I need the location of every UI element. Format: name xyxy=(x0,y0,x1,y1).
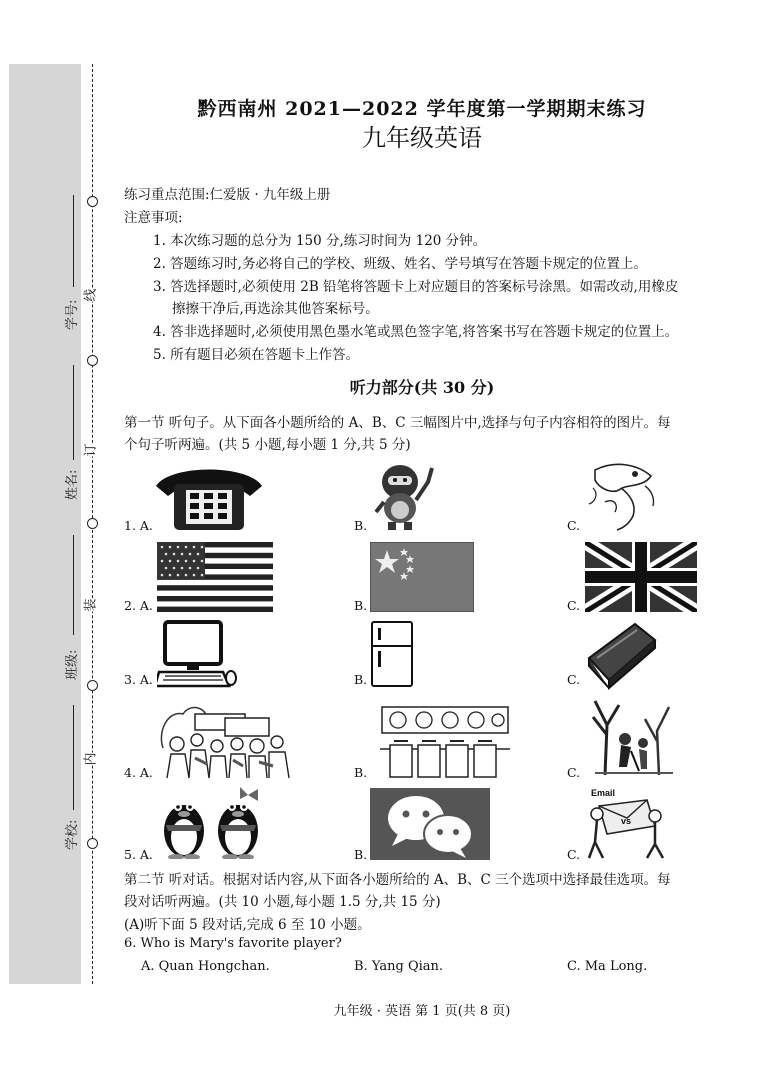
option-label: C. xyxy=(567,847,581,862)
class-label: 班级: xyxy=(65,649,80,680)
option-label: 4. A. xyxy=(124,765,153,780)
note-item: 擦擦干净后,再选涂其他答案标号。 xyxy=(172,301,379,317)
cut-word: 装 xyxy=(83,598,99,612)
option-label: B. xyxy=(354,598,368,613)
binding-hole xyxy=(87,355,98,366)
q6-option-c: C. Ma Long. xyxy=(567,959,648,974)
school-label: 学校: xyxy=(65,819,80,850)
part-a-instructions: (A)听下面 5 段对话,完成 6 至 10 小题。 xyxy=(124,917,371,933)
option-label: C. xyxy=(567,518,581,533)
section2-instructions: 段对话听两遍。(共 10 小题,每小题 1.5 分,共 15 分) xyxy=(124,894,441,910)
cut-word: 内 xyxy=(83,752,99,766)
china-flag-icon xyxy=(370,542,474,612)
binding-hole xyxy=(87,838,98,849)
email-vs-icon xyxy=(585,786,665,862)
food-stalls-icon xyxy=(380,705,510,779)
notes-heading: 注意事项: xyxy=(124,210,183,226)
computer-icon xyxy=(157,620,237,688)
option-label: 1. A. xyxy=(124,518,153,533)
page-footer: 九年级 · 英语 第 1 页(共 8 页) xyxy=(333,1004,511,1019)
binding-hole xyxy=(87,518,98,529)
note-item: 3. 答选择题时,必须使用 2B 铅笔将答题卡上对应题目的答案标号涂黑。如需改动,用橡皮 xyxy=(153,279,679,295)
section-title: 听力部分(共 30 分) xyxy=(349,378,495,397)
wechat-icon xyxy=(370,788,490,860)
section2-instructions: 第二节 听对话。根据对话内容,从下面各小题所给的 A、B、C 三个选项中选择最佳选项。每 xyxy=(124,872,671,888)
vs-caption: vs xyxy=(621,816,632,826)
cut-word: 线 xyxy=(83,288,99,302)
fridge-icon xyxy=(370,620,414,688)
tree-planting-icon xyxy=(585,695,680,777)
uk-flag-icon xyxy=(585,542,697,612)
section1-instructions: 个句子听两遍。(共 5 小题,每小题 1 分,共 5 分) xyxy=(124,437,411,453)
option-label: 5. A. xyxy=(124,847,153,862)
email-caption: Email xyxy=(591,788,616,798)
student-id-line xyxy=(73,195,74,287)
q6-option-b: B. Yang Qian. xyxy=(354,959,444,974)
option-label: 2. A. xyxy=(124,598,153,613)
class-line xyxy=(73,535,74,635)
note-item: 2. 答题练习时,务必将自己的学校、班级、姓名、学号填写在答题卡规定的位置上。 xyxy=(153,256,647,272)
q6-option-a: A. Quan Hongchan. xyxy=(141,959,270,974)
exam-title: 黔西南州 2021—2022 学年度第一学期期末练习 xyxy=(197,98,647,120)
pencil-case-icon xyxy=(583,618,659,690)
option-label: B. xyxy=(354,672,368,687)
option-label: C. xyxy=(567,598,581,613)
crowd-icon xyxy=(155,700,295,780)
exam-subtitle: 九年级英语 xyxy=(362,124,482,152)
telephone-icon xyxy=(150,460,268,532)
note-item: 1. 本次练习题的总分为 150 分,练习时间为 120 分钟。 xyxy=(153,233,487,249)
qq-penguins-icon xyxy=(158,785,266,859)
student-id-label: 学号: xyxy=(65,299,80,330)
option-label: B. xyxy=(354,765,368,780)
flying-creature-icon xyxy=(585,458,660,533)
robot-icon xyxy=(368,460,438,532)
option-label: B. xyxy=(354,518,368,533)
scope-text: 练习重点范围:仁爱版 · 九年级上册 xyxy=(124,187,331,203)
cut-word: 订 xyxy=(83,443,99,457)
name-label: 姓名: xyxy=(65,469,80,500)
school-line xyxy=(73,705,74,810)
note-item: 5. 所有题目必须在答题卡上作答。 xyxy=(153,347,360,363)
option-label: C. xyxy=(567,672,581,687)
binding-hole xyxy=(87,196,98,207)
question-6: 6. Who is Mary's favorite player? xyxy=(124,936,342,951)
note-item: 4. 答非选择题时,必须使用黑色墨水笔或黑色签字笔,将答案书写在答题卡规定的位置上。 xyxy=(153,324,679,340)
binding-hole xyxy=(87,680,98,691)
option-label: B. xyxy=(354,847,368,862)
usa-flag-icon xyxy=(157,542,273,612)
option-label: C. xyxy=(567,765,581,780)
section1-instructions: 第一节 听句子。从下面各小题所给的 A、B、C 三幅图片中,选择与句子内容相符的图片。每 xyxy=(124,415,671,431)
option-label: 3. A. xyxy=(124,672,153,687)
